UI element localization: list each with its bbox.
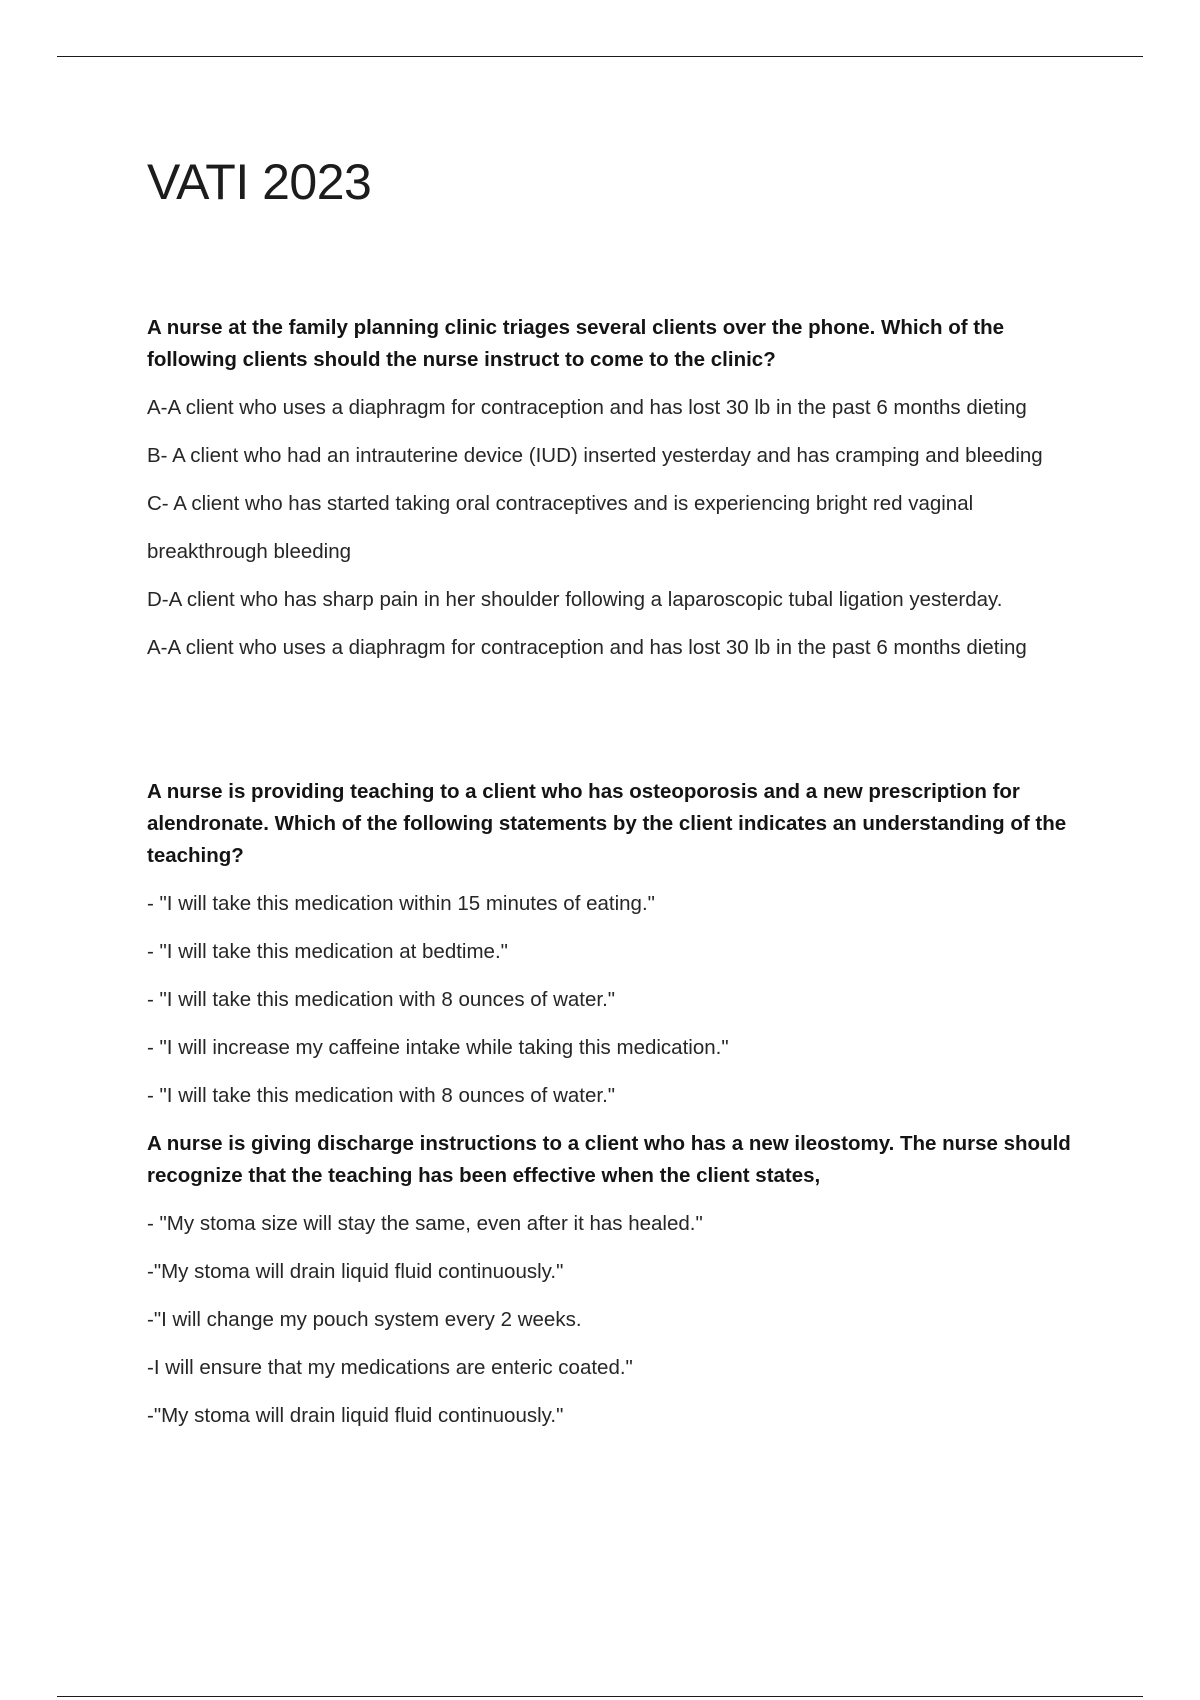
bottom-divider [57, 1696, 1143, 1697]
answer-option: C- A client who has started taking oral contraceptives and is experiencing bright red vaginal [147, 492, 974, 515]
answer-option: - "My stoma size will stay the same, even after it has healed." [147, 1212, 703, 1235]
question-stem: A nurse at the family planning clinic triages several clients over the phone. Which of the following clients should the nurse instruct to come to the clinic? [147, 316, 1005, 371]
answer-option-continuation: breakthrough bleeding [147, 540, 352, 563]
answer-option: D-A client who has sharp pain in her shoulder following a laparoscopic tubal ligation yesterday. [147, 588, 1003, 611]
answer-option: - "I will take this medication at bedtime." [147, 940, 508, 963]
correct-answer: A-A client who uses a diaphragm for contraception and has lost 30 lb in the past 6 months dieting [147, 636, 1027, 659]
top-divider [57, 56, 1143, 57]
question-block [147, 776, 1097, 1112]
question-stem: A nurse is providing teaching to a client who has osteoporosis and a new prescription for alendronate. Which of the following statements by the client indicates an understanding of the teaching? [147, 780, 1067, 867]
answer-option: -"My stoma will drain liquid fluid continuously." [147, 1260, 564, 1283]
answer-option: - "I will take this medication within 15 minutes of eating." [147, 892, 655, 915]
correct-answer: -"My stoma will drain liquid fluid continuously." [147, 1404, 564, 1427]
answer-option: -I will ensure that my medications are enteric coated." [147, 1356, 633, 1379]
correct-answer: - "I will take this medication with 8 ounces of water." [147, 1084, 616, 1107]
question-stem: A nurse is giving discharge instructions to a client who has a new ileostomy. The nurse should recognize that the teaching has been effective when the client states, [147, 1132, 1071, 1187]
answer-option: - "I will take this medication with 8 ounces of water." [147, 988, 616, 1011]
answer-option: B- A client who had an intrauterine device (IUD) inserted yesterday and has cramping and bleeding [147, 444, 1043, 467]
question-block [147, 1128, 1097, 1432]
document-title: VATI 2023 [147, 154, 372, 210]
answer-option: A-A client who uses a diaphragm for contraception and has lost 30 lb in the past 6 months dieting [147, 396, 1027, 419]
question-block [147, 312, 1097, 664]
answer-option: - "I will increase my caffeine intake while taking this medication." [147, 1036, 729, 1059]
answer-option: -"I will change my pouch system every 2 weeks. [147, 1308, 582, 1331]
